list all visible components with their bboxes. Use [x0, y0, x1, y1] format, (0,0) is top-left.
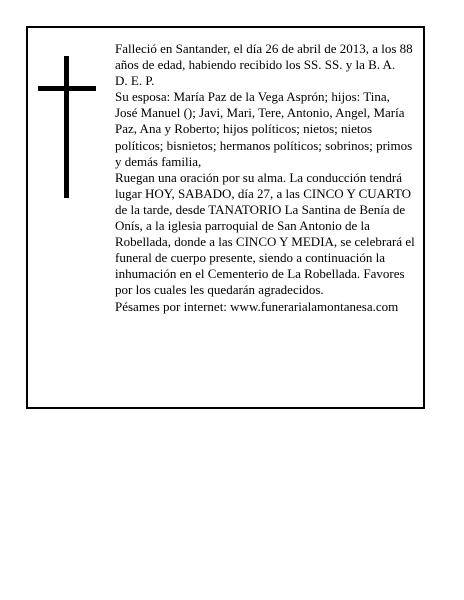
obituary-notice: [26, 26, 425, 409]
death-announcement: Falleció en Santander, el día 26 de abril de 2013, a los 88 años de edad, habiendo recibido los SS. SS. y la B. A.: [115, 41, 413, 73]
funeral-details: Ruegan una oración por su alma. La conducción tendrá lugar HOY, SABADO, día 27, a las CINCO Y CUARTO de la tarde, desde TANATORIO La Santina de Benía de Onís, a la iglesia parroquial de San Antonio de la Robellada, donde a las CINCO Y MEDIA, se celebrará el funeral de cuerpo presente, siendo a continuación la inhumación en el Cementerio de La Robellada. Favores por los cuales les quedarán agradecidos.: [115, 169, 415, 298]
cross-vertical-bar: [64, 56, 69, 198]
online-condolences: Pésames por internet: www.funerarialamontanesa.com: [115, 298, 399, 314]
rest-in-peace: D. E. P.: [115, 73, 155, 89]
family-list: Su esposa: María Paz de la Vega Asprón; hijos: Tina, José Manuel (); Javi, Mari, Tere, Antonio, Angel, María Paz, Ana y Roberto; hijos políticos; nietos; nietos políticos; bisnietos; hermanos políticos; sobrinos; primos y demás familia,: [115, 89, 413, 169]
cross-horizontal-bar: [38, 86, 96, 91]
obituary-text: [115, 41, 415, 315]
latin-cross-icon: [38, 56, 96, 198]
